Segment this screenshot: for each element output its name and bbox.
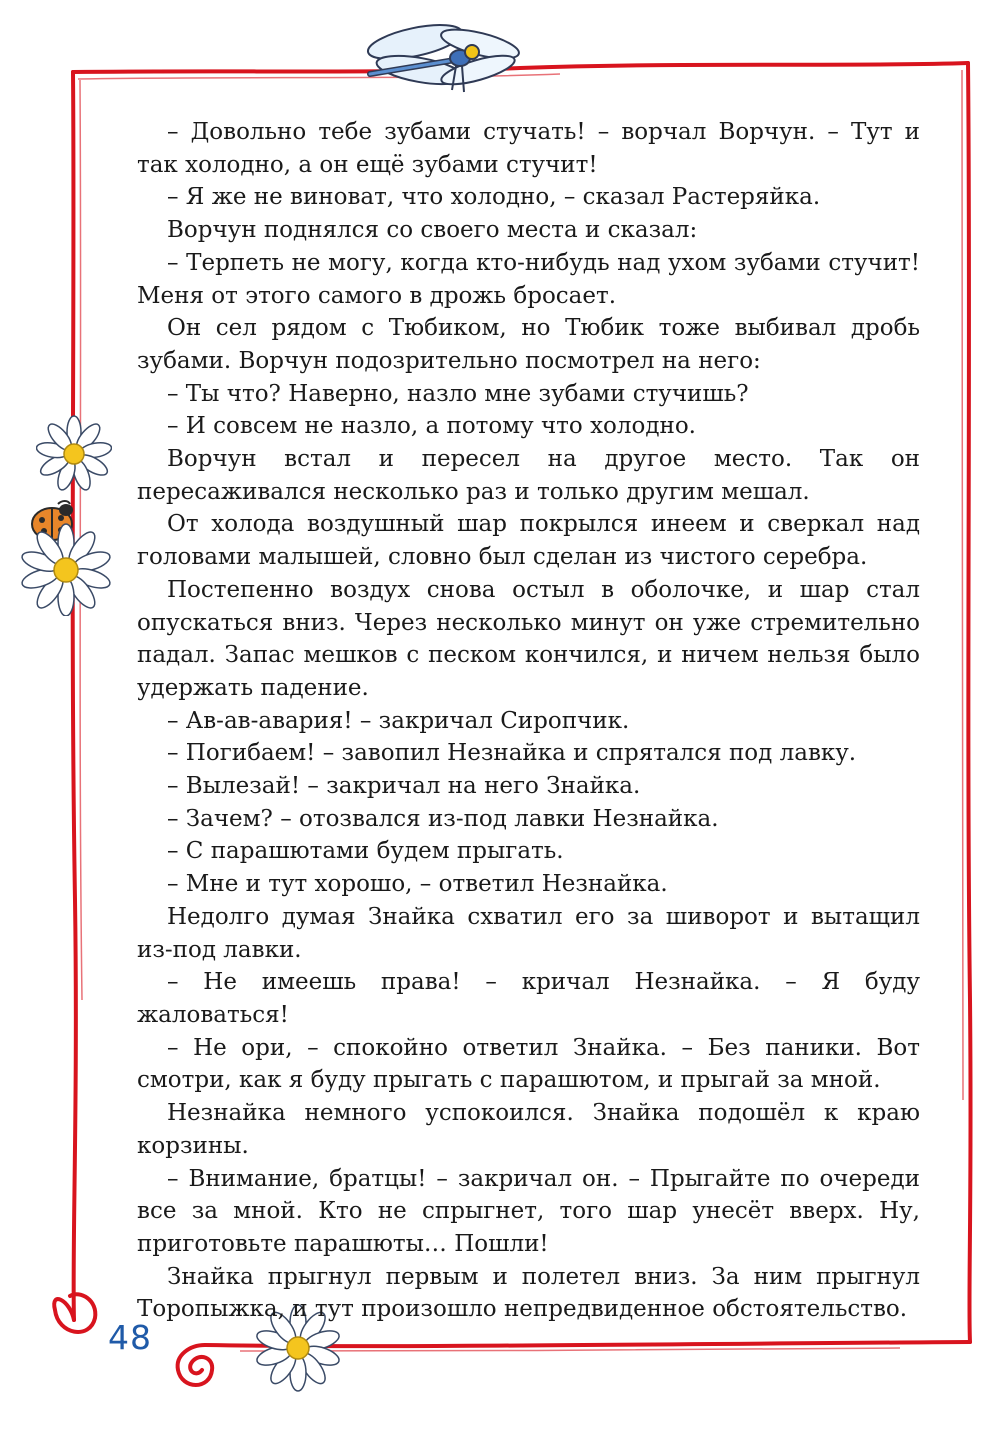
dragonfly-icon bbox=[360, 12, 530, 102]
paragraph: – Мне и тут хорошо, – ответил Незнайка. bbox=[167, 871, 668, 898]
paragraph: – Я же не виноват, что холодно, – сказал Растеряйка. bbox=[167, 184, 821, 211]
paragraph: – И совсем не назло, а потому что холодно. bbox=[167, 413, 696, 440]
daisy-icon bbox=[18, 520, 114, 616]
paragraph: – Не имеешь права! – кричал Незнайка. – Я буду жаловаться! bbox=[137, 969, 920, 1028]
paragraph: – Погибаем! – завопил Незнайка и спрятался под лавку. bbox=[167, 740, 857, 767]
paragraph: – Внимание, братцы! – закричал он. – Прыгайте по очереди все за мной. Кто не спрыгнет, того шар унесёт вверх. Ну, приготовьте парашюты… Пошли! bbox=[137, 1165, 920, 1257]
paragraph: Недолго думая Знайка схватил его за шиворот и вытащил из-под лавки. bbox=[137, 903, 920, 963]
paragraph: Ворчун встал и пересел на другое место. Так он пересаживался несколько раз и только другим мешал. bbox=[137, 446, 920, 505]
paragraph: – Терпеть не могу, когда кто-нибудь над ухом зубами стучит! Меня от этого самого в дрожь бросает. bbox=[137, 249, 920, 309]
paragraph: Знайка прыгнул первым и полетел вниз. За ним прыгнул Торопыжка, и тут произошло непредвиденное обстоятельство. bbox=[137, 1263, 920, 1323]
paragraph: Он сел рядом с Тюбиком, но Тюбик тоже выбивал дробь зубами. Ворчун подозрительно посмотрел на него: bbox=[137, 315, 920, 374]
paragraph: – Довольно тебе зубами стучать! – ворчал Ворчун. – Тут и так холодно, а он ещё зубами стучит! bbox=[137, 119, 920, 178]
paragraph: Ворчун поднялся со своего места и сказал: bbox=[167, 217, 698, 244]
paragraph: Незнайка немного успокоился. Знайка подошёл к краю корзины. bbox=[137, 1100, 920, 1159]
paragraph: От холода воздушный шар покрылся инеем и сверкал над головами малышей, словно был сделан из чистого серебра. bbox=[137, 511, 920, 571]
paragraph: – Ты что? Наверно, назло мне зубами стучишь? bbox=[167, 380, 749, 407]
paragraph: – Не ори, – спокойно ответил Знайка. – Без паники. Вот смотри, как я буду прыгать с парашютом, и прыгай за мной. bbox=[137, 1034, 920, 1094]
page-number: 48 bbox=[108, 1318, 152, 1357]
paragraph: – С парашютами будем прыгать. bbox=[167, 838, 564, 865]
paragraph: – Ав-ав-авария! – закричал Сиропчик. bbox=[167, 707, 630, 734]
paragraph: – Вылезай! – закричал на него Знайка. bbox=[167, 773, 641, 800]
paragraph: Постепенно воздух снова остыл в оболочке, и шар стал опускаться вниз. Через несколько минут он уже стремительно падал. Запас мешков с песком кончился, и ничем нельзя было удержать падение. bbox=[137, 576, 920, 701]
story-text bbox=[137, 116, 920, 1326]
daisy-icon bbox=[36, 412, 112, 498]
paragraph: – Зачем? – отозвался из-под лавки Незнайка. bbox=[167, 805, 719, 832]
